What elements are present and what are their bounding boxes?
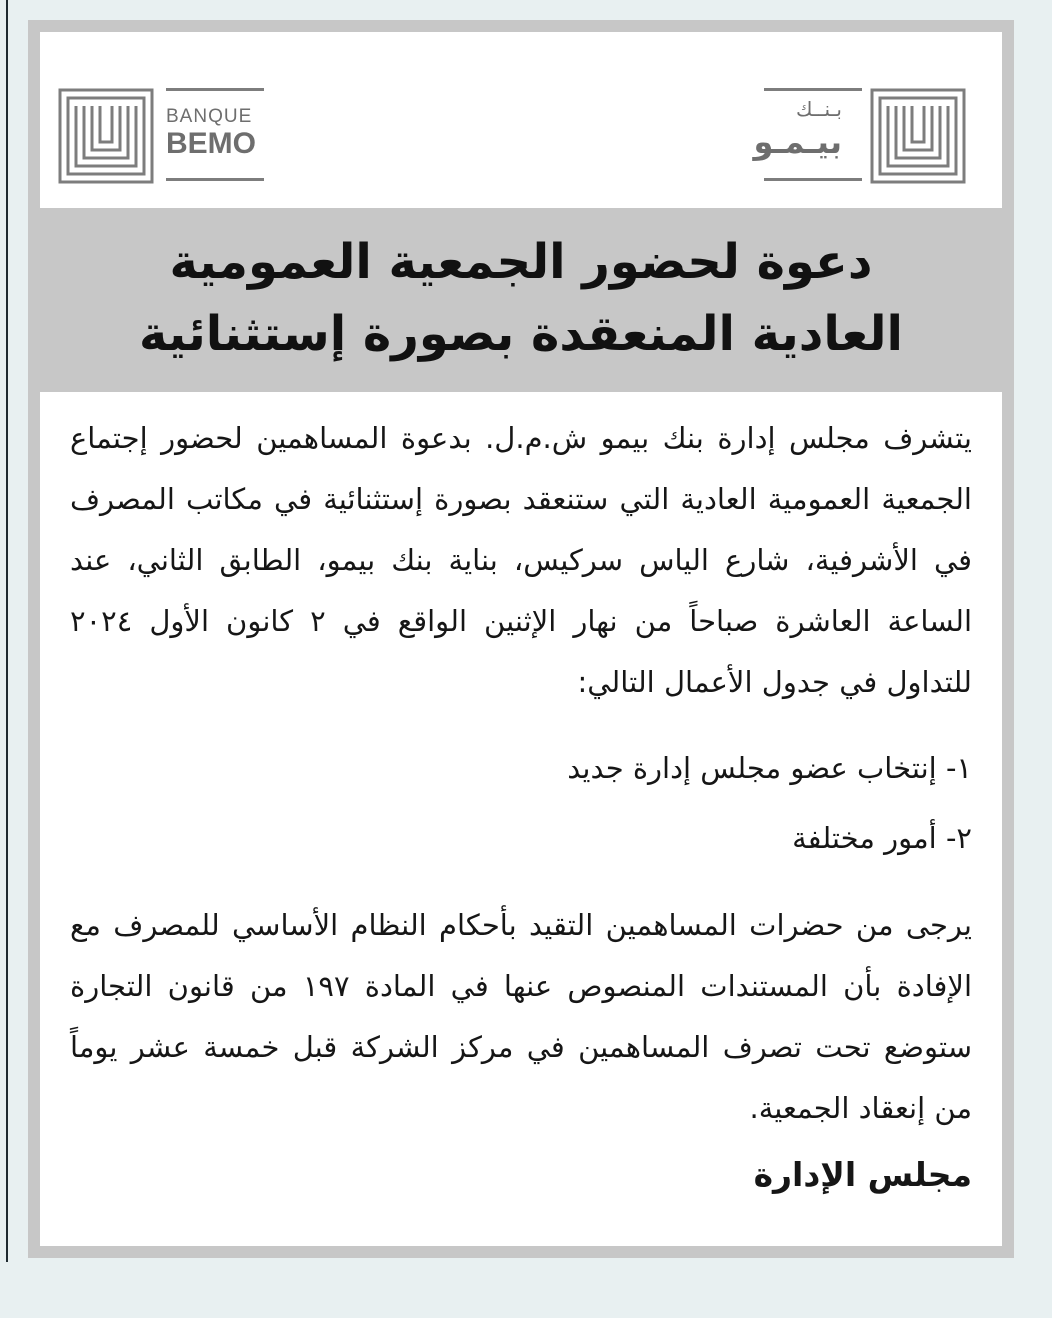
logo-rule-bottom-right: [764, 178, 862, 181]
announcement-title: [40, 216, 1002, 386]
logo-rule-bottom-left: [166, 178, 264, 181]
brand-arabic-line2: بيـمـو: [753, 123, 842, 161]
announcement-header: [40, 32, 1002, 208]
announcement-frame: [28, 20, 1014, 1258]
brand-latin-line2: BEMO: [166, 127, 256, 160]
brand-arabic: [754, 94, 842, 160]
intro-paragraph: يتشرف مجلس إدارة بنك بيمو ش.م.ل. بدعوة المساهمين لحضور إجتماع الجمعية العمومية العادية التي ستنعقد بصورة إستثنائية في مكاتب المصرف في الأشرفية، شارع الياس سركيس، بناية بنك بيمو، الطابق الثاني، عند الساعة العاشرة صباحاً من نهار الإثنين الواقع في ٢ كانون الأول ٢٠٢٤ للتداول في جدول الأعمال التالي:: [70, 421, 972, 699]
logo-rule-top-right: [764, 88, 862, 91]
brand-arabic-line1: بـنــك: [795, 97, 842, 121]
announcement-body: [40, 392, 1002, 1246]
brand-latin-line1: BANQUE: [166, 106, 253, 127]
title-line1: دعوة لحضور الجمعية العمومية: [169, 234, 873, 290]
title-line2: العادية المنعقدة بصورة إستثنائية: [138, 306, 903, 362]
page-margin-rule: [6, 0, 8, 1262]
signature: مجلس الإدارة: [753, 1155, 972, 1194]
agenda-item: ٢- أمور مختلفة: [792, 821, 972, 855]
brand-latin: [166, 106, 256, 160]
bemo-logo-mark-icon: [870, 88, 966, 184]
agenda-list: [70, 733, 972, 873]
logo-rule-top-left: [166, 88, 264, 91]
note-paragraph: يرجى من حضرات المساهمين التقيد بأحكام النظام الأساسي للمصرف مع الإفادة بأن المستندات المنصوص عنها في المادة ١٩٧ من قانون التجارة ستوضع تحت تصرف المساهمين في مركز الشركة قبل خمسة عشر يوماً من إنعقاد الجمعية.: [70, 908, 972, 1125]
bemo-logo-mark-icon: [58, 88, 154, 184]
agenda-item: ١- إنتخاب عضو مجلس إدارة جديد: [567, 751, 972, 785]
